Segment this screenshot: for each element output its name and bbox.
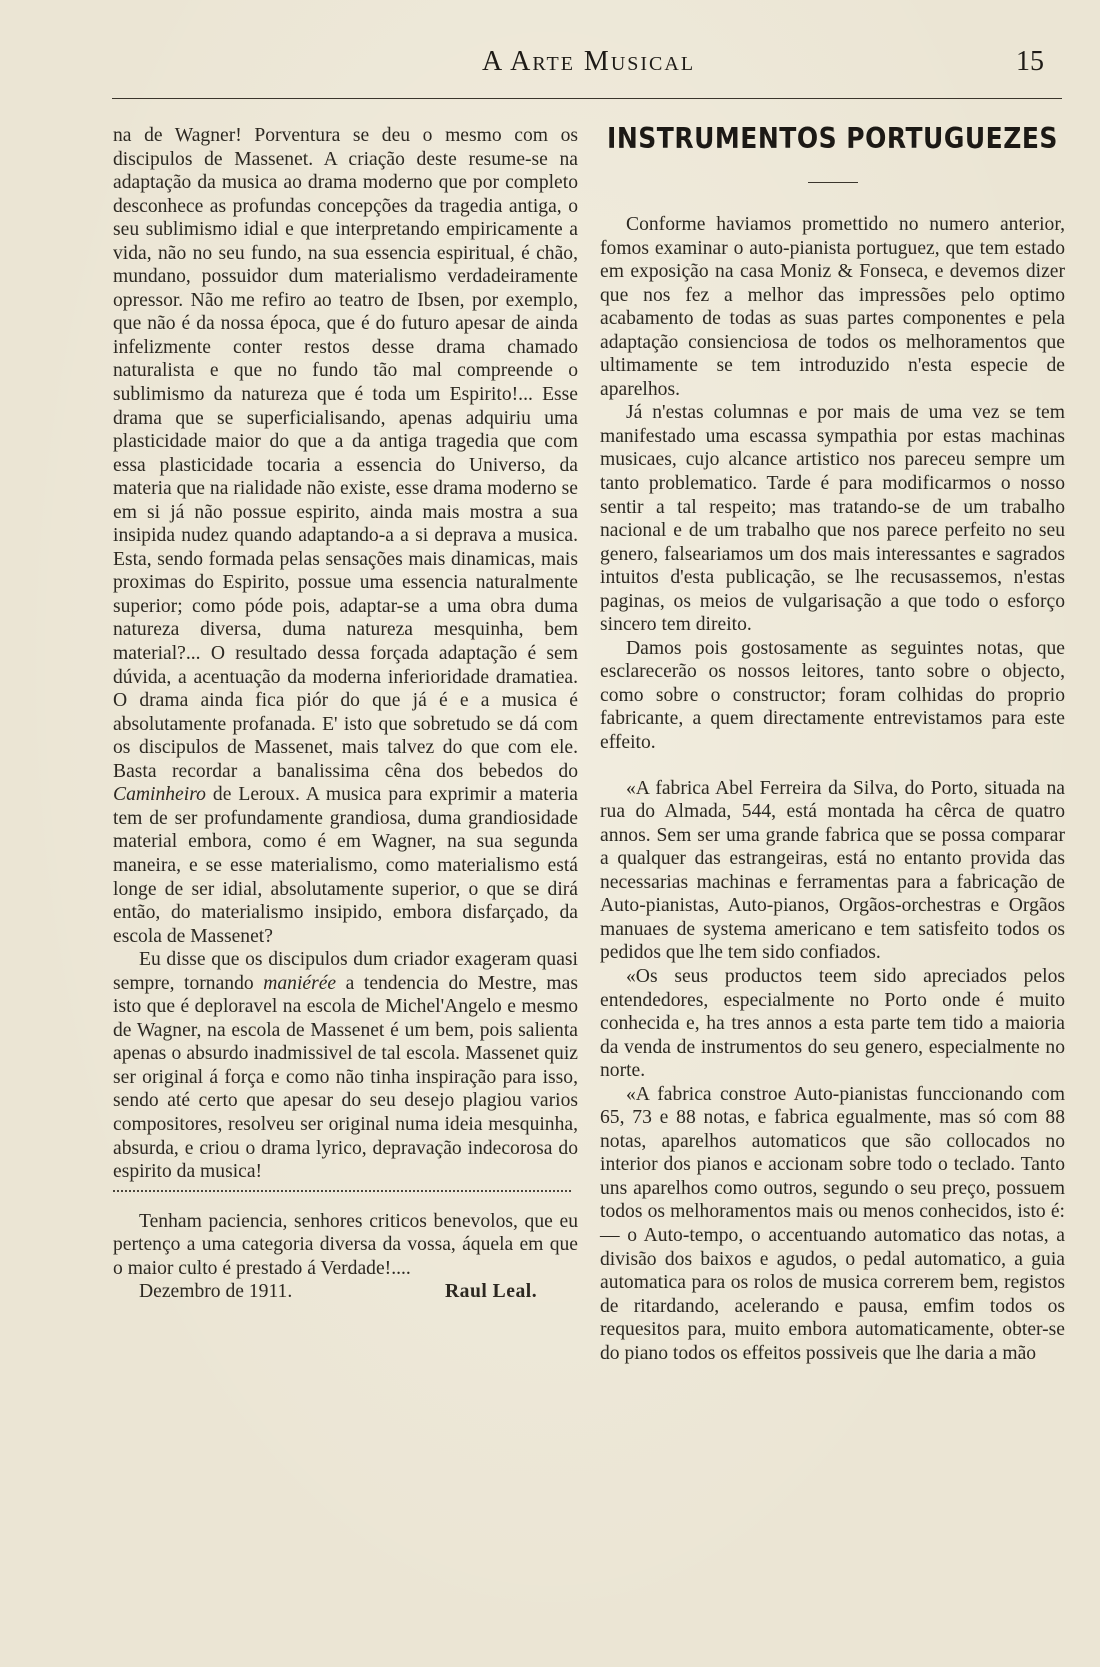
running-title: A Arte Musical [482, 46, 696, 77]
article-title: INSTRUMENTOS PORTUGUEZES [607, 121, 1058, 156]
right-column [600, 122, 1065, 1365]
right-paragraph-5: «Os seus productos teem sido apreciados pelos entendedores, especialmente no Porto onde é muito conhecida e, ha tres annos a esta parte tem tido a maioria da venda de instrumentos do seu genero, especialmente no norte. [600, 965, 1065, 1082]
term-manieree: maniérée [263, 972, 337, 994]
signoff-line [113, 1280, 578, 1304]
title-rule [808, 182, 858, 183]
signoff-author: Raul Leal. [445, 1281, 538, 1303]
work-title-caminheiro: Caminheiro [113, 784, 206, 806]
right-paragraph-6: «A fabrica constroe Auto-pianistas funccionando com 65, 73 e 88 notas, e fabrica egualmente, mas só com 88 notas, aparelhos automaticos que são collocados no interior dos pianos e accionam sobre todo o teclado. Tanto uns aparelhos como outros, segundo o seu preço, possuem todos os melhoramentos mais ou menos conhecidos, isto é: — o Auto-tempo, o accentuando automatico das notas, a divisão dos baixos e agudos, o pedal automatico, a guia automatica para os rolos de musica correrem bem, registos de ritardando, acelerando e pausa, emfim todos os requesitos para, muito embora automaticamente, obter-se do piano todos os effeitos possiveis que lhe daria a mão [600, 1083, 1065, 1364]
left-paragraph-2 [113, 948, 578, 1183]
right-paragraph-4: «A fabrica Abel Ferreira da Silva, do Porto, situada na rua do Almada, 544, está montada ha cêrca de quatro annos. Sem ser uma grande fabrica que se possa comparar a qualquer das estrangeiras, está no entanto provida das necessarias machinas e ferramentas para a fabricação de Auto-pianistas, Auto-pianos, Orgãos-orchestras e Orgãos manuaes de systema americano e tem satisfeito todos os pedidos que lhe tem sido confiados. [600, 777, 1065, 964]
left-paragraph-1-part-a: na de Wagner! Porventura se deu o mesmo com os discipulos de Massenet. A criação deste resume-se na adaptação da musica ao drama moderno que por completo desconhece as profundas concepções da tragedia antiga, o seu sublimismo idial e que interpretando empiricamente a vida, não no seu fundo, na sua essencia espiritual, é chão, mundano, possuidor dum materialismo verdadeiramente opressor. Não me refiro ao teatro de Ibsen, por exemplo, que não é da nossa época, que é do futuro apesar de ainda infelizmente conter restos desse drama chamado naturalista e que no fundo tão mal compreende o sublimismo da natureza que é toda um Espirito!... Esse drama que se superficialisando, apenas adquiriu uma plasticidade maior do que a da antiga tragedia que com essa plasticidade tocaria a essencia do Universo, da materia que na rialidade não existe, esse drama moderno se em si já não possue espirito, ainda mais mostra a sua insipida nudez quando adaptando-a a si deprava a musica. Esta, sendo formada pelas sensações mais dinamicas, mais proximas do Espirito, possue uma essencia naturalmente superior; como póde pois, adaptar-se a uma obra duma natureza diversa, duma natureza mesquinha, bem material?... O resultado dessa forçada adaptação é sem dúvida, a acentuação da moderna inferioridade dramatiea. O drama ainda fica piór do que já é e a musica é absolutamente profanada. E' isto que sobretudo se dá com os discipulos de Massenet, mais talvez do que com ele. Basta recordar a banalissima cêna dos bebedos do [113, 125, 578, 782]
right-paragraph-2: Já n'estas columnas e por mais de uma vez se tem manifestado uma escassa sympathia por estas machinas musicaes, cujo alcance artistico nos pareceu sempre um tanto problematico. Tarde é para modificarmos o nosso sentir a tal respeito; mas tratando-se de um trabalho nacional e de um trabalho que nos parece perfeito no seu genero, falseariamos um dos mais interessantes e sagrados intuitos d'esta publicação, se lhe recusassemos, n'estas paginas, os meios de vulgarisação a que todo o esforço sincero tem direito. [600, 402, 1065, 636]
dotted-separator [113, 1190, 571, 1204]
left-paragraph-1 [113, 124, 578, 948]
left-paragraph-2-part-a: Eu disse que os discipulos dum criador exageram quasi sempre, tornando [113, 949, 578, 994]
page-number: 15 [1016, 46, 1044, 77]
right-paragraph-1: Conforme haviamos promettido no numero anterior, fomos examinar o auto-pianista portuguez, que tem estado em exposição na casa Moniz & Fonseca, e devemos dizer que nos fez a melhor das impressões pelo optimo acabamento de todas as suas partes componentes e pela adaptação consienciosa de todos os melhoramentos que ultimamente se tem introduzido n'esta especie de aparelhos. [600, 214, 1065, 400]
right-paragraph-3: Damos pois gostosamente as seguintes notas, que esclarecerão os nossos leitores, tanto sobre o objecto, como sobre o constructor; foram colhidas do proprio fabricante, a quem directamente entrevistamos para este effeito. [600, 637, 1065, 754]
signoff-date: Dezembro de 1911. [139, 1281, 293, 1303]
left-paragraph-3: Tenham paciencia, senhores criticos benevolos, que eu pertenço a uma categoria diversa da vossa, áquela em que o maior culto é prestado á Verdade!.... [113, 1210, 578, 1279]
left-paragraph-2-part-b: a tendencia do Mestre, mas isto que é deploravel na escola de Michel'Angelo e mesmo de Wagner, na escola de Massenet é um bem, pois salienta apenas o absurdo inadmissivel de tal escola. Massenet quiz ser original á força e como não tinha inspiração para isso, sendo até certo que apesar do seu desejo plagiou varios compositores, resolveu ser original numa ideia mesquinha, absurda, e criou o drama lyrico, depravação indecorosa do espirito da musica! [113, 972, 578, 1183]
header-rule [112, 98, 1062, 99]
left-column [113, 124, 578, 1304]
running-head [112, 46, 1062, 86]
left-paragraph-1-part-b: de Leroux. A musica para exprimir a materia tem de ser profundamente grandiosa, duma grandiosidade material embora, como é em Wagner, na sua segunda maneira, e se esse materialismo, como materialismo está longe de ser idial, absolutamente superior, o que se dirá então, do materialismo insipido, embora disfarçado, da escola de Massenet? [113, 784, 578, 947]
